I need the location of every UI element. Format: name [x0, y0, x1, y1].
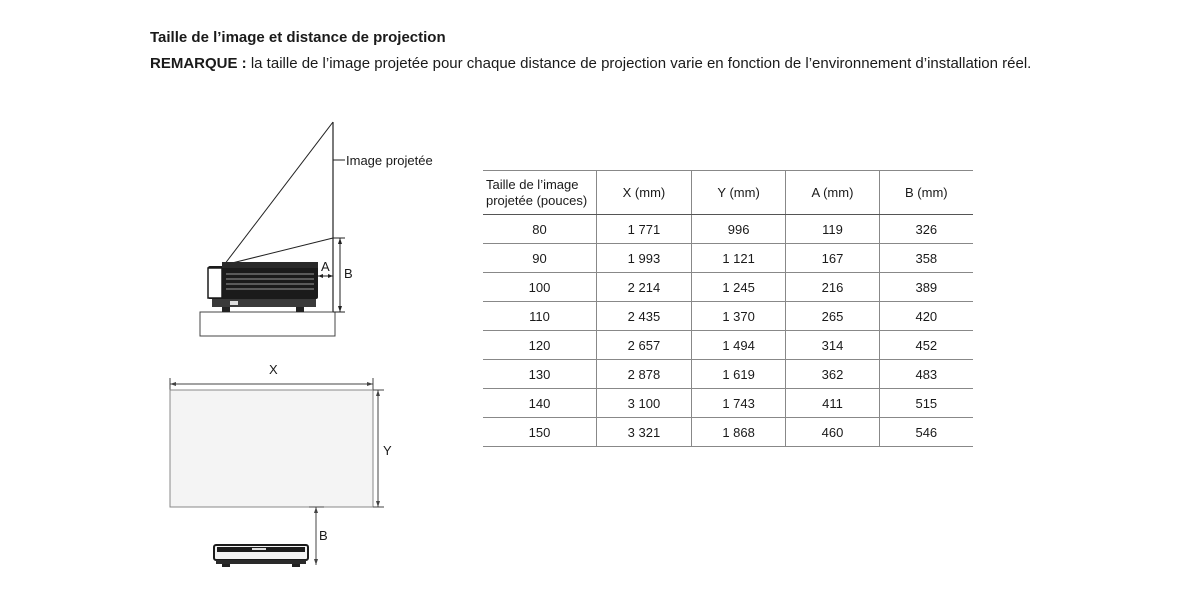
cell-y: 1 494 [691, 331, 785, 360]
table-row [483, 302, 973, 331]
cell-y: 1 619 [691, 360, 785, 389]
header-b: B (mm) [879, 171, 973, 215]
side-view-diagram [200, 122, 433, 336]
cell-a: 167 [786, 244, 879, 273]
cell-size: 140 [483, 389, 597, 418]
header-image-size [483, 171, 597, 215]
cell-b: 546 [879, 418, 973, 447]
remark-text: la taille de l’image projetée pour chaque distance de projection varie en fonction de l’environnement d’installation réel. [246, 55, 1032, 72]
table-row [483, 331, 973, 360]
label-a-side: A [321, 259, 330, 274]
cell-b: 483 [879, 360, 973, 389]
cell-a: 265 [786, 302, 879, 331]
projector-side-icon [208, 262, 318, 312]
cell-b: 358 [879, 244, 973, 273]
cell-y: 1 370 [691, 302, 785, 331]
cell-x: 1 771 [597, 215, 692, 244]
cell-size: 80 [483, 215, 597, 244]
cell-b: 515 [879, 389, 973, 418]
table-header-row [483, 171, 973, 215]
projected-screen [170, 390, 373, 507]
cell-size: 110 [483, 302, 597, 331]
projection-diagram [0, 0, 480, 600]
remark-label: REMARQUE : [150, 55, 247, 72]
projected-image-label: Image projetée [346, 153, 433, 168]
cell-a: 314 [786, 331, 879, 360]
cell-x: 3 321 [597, 418, 692, 447]
cell-x: 1 993 [597, 244, 692, 273]
cell-x: 2 657 [597, 331, 692, 360]
table-row [483, 418, 973, 447]
cell-y: 1 121 [691, 244, 785, 273]
cell-a: 460 [786, 418, 879, 447]
cell-a: 411 [786, 389, 879, 418]
cell-y: 1 245 [691, 273, 785, 302]
header-y: Y (mm) [691, 171, 785, 215]
cell-x: 2 214 [597, 273, 692, 302]
cell-b: 326 [879, 215, 973, 244]
label-x: X [269, 362, 278, 377]
furniture-shape [200, 312, 335, 336]
header-image-size-line2: projetée (pouces) [486, 192, 588, 208]
front-view-diagram [170, 362, 392, 567]
label-y: Y [383, 443, 392, 458]
projector-front-icon [214, 545, 308, 567]
table-row [483, 273, 973, 302]
cell-size: 90 [483, 244, 597, 273]
cell-size: 100 [483, 273, 597, 302]
header-a: A (mm) [786, 171, 879, 215]
projection-size-table [483, 170, 973, 447]
cell-y: 1 743 [691, 389, 785, 418]
label-b-front: B [319, 528, 328, 543]
table-row [483, 215, 973, 244]
header-image-size-line1: Taille de l’image [486, 176, 579, 192]
cell-size: 150 [483, 418, 597, 447]
cell-a: 216 [786, 273, 879, 302]
cell-y: 1 868 [691, 418, 785, 447]
cell-b: 452 [879, 331, 973, 360]
table-row [483, 389, 973, 418]
cell-a: 362 [786, 360, 879, 389]
cell-x: 2 435 [597, 302, 692, 331]
cell-y: 996 [691, 215, 785, 244]
table-row [483, 244, 973, 273]
cell-size: 120 [483, 331, 597, 360]
cell-x: 3 100 [597, 389, 692, 418]
label-b-side: B [344, 266, 353, 281]
cell-size: 130 [483, 360, 597, 389]
table-row [483, 360, 973, 389]
page-title: Taille de l’image et distance de projection [150, 29, 446, 46]
cell-b: 420 [879, 302, 973, 331]
cell-x: 2 878 [597, 360, 692, 389]
cell-b: 389 [879, 273, 973, 302]
header-x: X (mm) [597, 171, 692, 215]
cell-a: 119 [786, 215, 879, 244]
